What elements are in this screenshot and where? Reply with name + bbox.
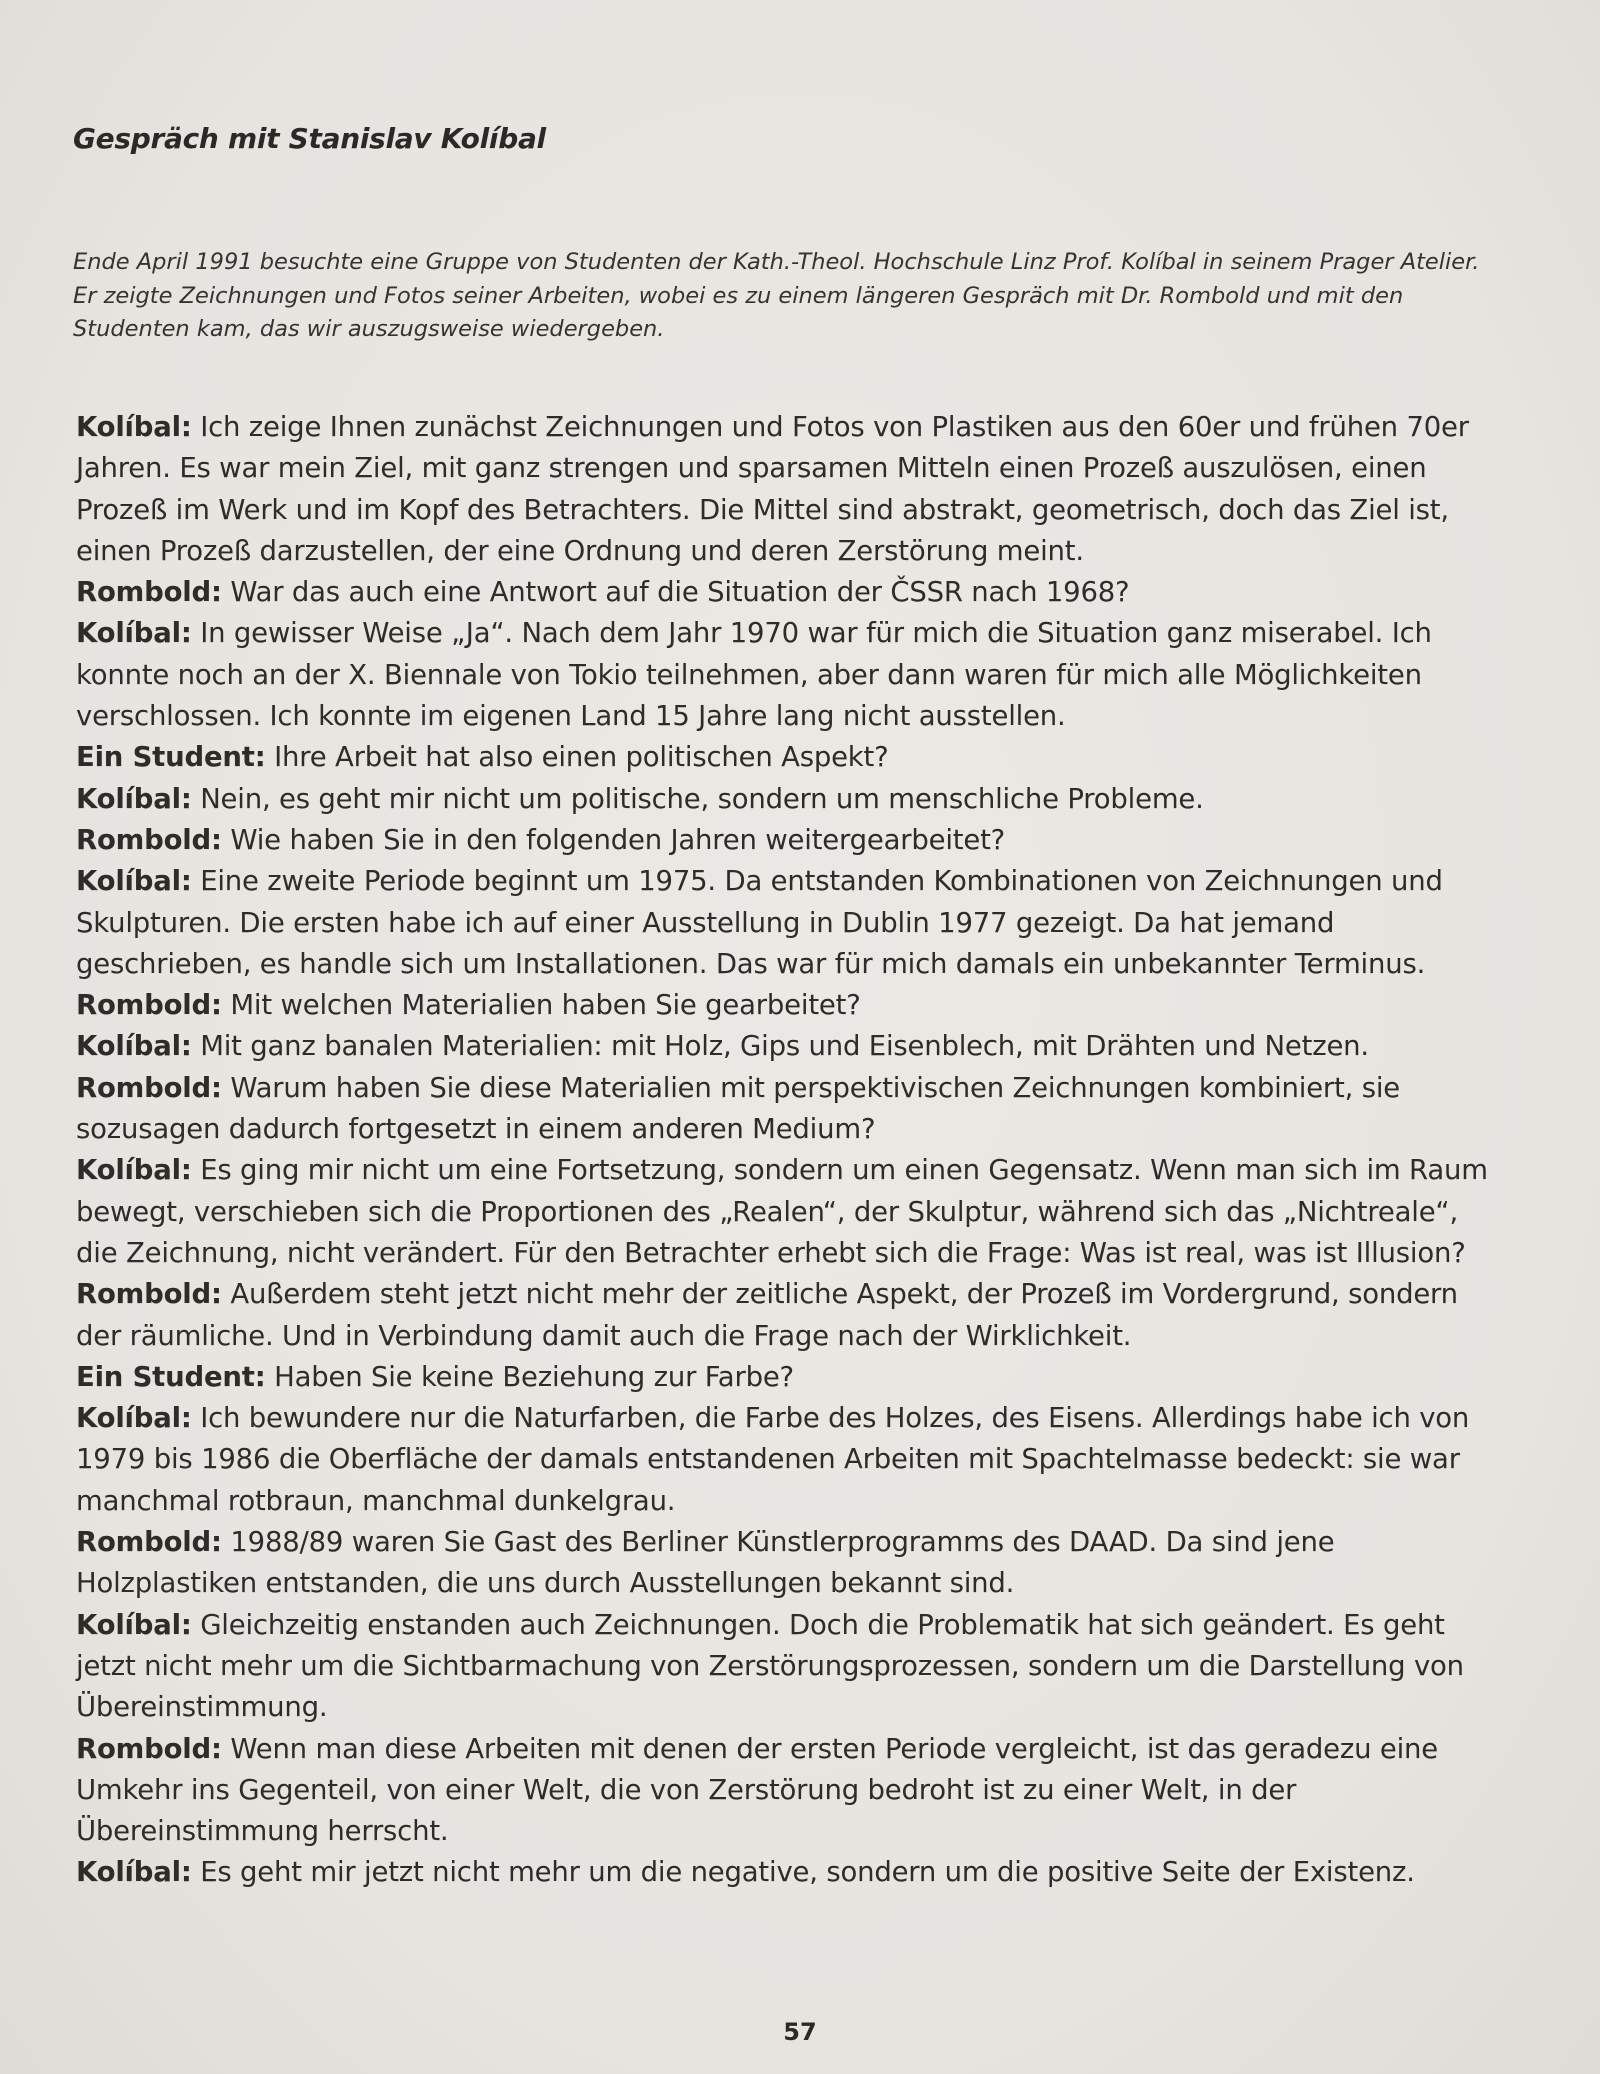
dialogue-turn [76, 1357, 1496, 1398]
dialogue-turn [76, 985, 1496, 1026]
utterance-text: Mit ganz banalen Materialien: mit Holz, Gips und Eisenblech, mit Drähten und Netzen. [200, 1030, 1369, 1063]
article-title: Gespräch mit Stanislav Kolíbal [73, 122, 546, 155]
dialogue-turn [76, 1068, 1496, 1151]
dialogue-turn [76, 1605, 1496, 1729]
utterance-text: Es geht mir jetzt nicht mehr um die negative, sondern um die positive Seite der Existenz. [200, 1856, 1415, 1889]
dialogue-turn [76, 1852, 1496, 1893]
speaker-label: Kolíbal: [76, 865, 192, 898]
speaker-label: Kolíbal: [76, 1154, 192, 1187]
dialogue-turn [76, 613, 1496, 737]
utterance-text: Ihre Arbeit hat also einen politischen Aspekt? [274, 741, 889, 774]
dialogue-turn [76, 820, 1496, 861]
speaker-label: Rombold: [76, 576, 222, 609]
dialogue-turn [76, 861, 1496, 985]
dialogue-turn [76, 1274, 1496, 1357]
dialogue-turn [76, 1729, 1496, 1853]
speaker-label: Kolíbal: [76, 1030, 192, 1063]
utterance-text: Außerdem steht jetzt nicht mehr der zeitliche Aspekt, der Prozeß im Vordergrund, sondern der räumliche. Und in Verbindung damit auch die Frage nach der Wirklichkeit. [76, 1278, 1458, 1352]
speaker-label: Rombold: [76, 1071, 222, 1104]
speaker-label: Kolíbal: [76, 782, 192, 815]
utterance-text: Es ging mir nicht um eine Fortsetzung, sondern um einen Gegensatz. Wenn man sich im Raum bewegt, verschieben sich die Proportionen des „Realen“, der Skulptur, während sich das „Nichtreale“, die Zeichnung, nicht verändert. Für den Betrachter erhebt sich die Frage: Was ist real, was ist Illusion? [76, 1154, 1488, 1269]
speaker-label: Rombold: [76, 823, 222, 856]
speaker-label: Rombold: [76, 989, 222, 1022]
speaker-label: Kolíbal: [76, 1608, 192, 1641]
dialogue-turn [76, 779, 1496, 820]
page-number: 57 [783, 2018, 817, 2046]
utterance-text: War das auch eine Antwort auf die Situation der ČSSR nach 1968? [230, 576, 1130, 609]
utterance-text: Gleichzeitig enstanden auch Zeichnungen. Doch die Problematik hat sich geändert. Es geht jetzt nicht mehr um die Sichtbarmachung von Zerstörungsprozessen, sondern um die Darstellung von Übereinstimmung. [76, 1608, 1464, 1724]
utterance-text: Eine zweite Periode beginnt um 1975. Da entstanden Kombinationen von Zeichnungen und Skulpturen. Die ersten habe ich auf einer Ausstellung in Dublin 1977 gezeigt. Da hat jemand geschrieben, es handle sich um Installationen. Das war für mich damals ein unbekannter Terminus. [76, 865, 1443, 980]
utterance-text: In gewisser Weise „Ja“. Nach dem Jahr 1970 war für mich die Situation ganz miserabel. Ich konnte noch an der X. Biennale von Tokio teilnehmen, aber dann waren für mich alle Möglichkeiten verschlossen. Ich konnte im eigenen Land 15 Jahre lang nicht ausstellen. [76, 617, 1432, 733]
intro-paragraph: Ende April 1991 besuchte eine Gruppe von Studenten der Kath.-Theol. Hochschule Linz Prof. Kolíbal in seinem Prager Atelier. Er zeigte Zeichnungen und Fotos seiner Arbeiten, wobei es zu einem längeren Gespräch mit Dr. Rombold und mit den Studenten kam, das wir auszugsweise wiedergeben. [73, 249, 1480, 342]
dialogue-turn [76, 1398, 1496, 1522]
speaker-label: Rombold: [76, 1732, 222, 1765]
utterance-text: Haben Sie keine Beziehung zur Farbe? [274, 1360, 794, 1393]
utterance-text: Ich zeige Ihnen zunächst Zeichnungen und Fotos von Plastiken aus den 60er und frühen 70er Jahren. Es war mein Ziel, mit ganz strengen und sparsamen Mitteln einen Prozeß auszulösen, einen Prozeß im Werk und im Kopf des Betrachters. Die Mittel sind abstrakt, geometrisch, doch das Ziel ist, einen Prozeß darzustellen, der eine Ordnung und deren Zerstörung meint. [76, 411, 1469, 567]
speaker-label: Kolíbal: [76, 1402, 192, 1435]
dialogue [76, 407, 1496, 1894]
utterance-text: Nein, es geht mir nicht um politische, sondern um menschliche Probleme. [200, 782, 1204, 815]
utterance-text: Wie haben Sie in den folgenden Jahren weitergearbeitet? [230, 823, 1006, 856]
speaker-label: Rombold: [76, 1278, 222, 1311]
dialogue-turn [76, 407, 1496, 572]
speaker-label: Kolíbal: [76, 1856, 192, 1889]
dialogue-turn [76, 1150, 1496, 1274]
dialogue-turn [76, 1522, 1496, 1605]
dialogue-turn [76, 1026, 1496, 1067]
speaker-label: Ein Student: [76, 741, 266, 774]
speaker-label: Rombold: [76, 1526, 222, 1559]
speaker-label: Kolíbal: [76, 617, 192, 650]
utterance-text: 1988/89 waren Sie Gast des Berliner Künstlerprogramms des DAAD. Da sind jene Holzplastiken entstanden, die uns durch Ausstellungen bekannt sind. [76, 1526, 1335, 1600]
utterance-text: Warum haben Sie diese Materialien mit perspektivischen Zeichnungen kombiniert, sie sozusagen dadurch fortgesetzt in einem anderen Medium? [76, 1071, 1400, 1146]
utterance-text: Mit welchen Materialien haben Sie gearbeitet? [230, 989, 861, 1022]
utterance-text: Wenn man diese Arbeiten mit denen der ersten Periode vergleicht, ist das geradezu eine Umkehr ins Gegenteil, von einer Welt, die von Zerstörung bedroht ist zu einer Welt, in der Übereinstimmung herrscht. [76, 1732, 1438, 1848]
speaker-label: Ein Student: [76, 1360, 266, 1393]
utterance-text: Ich bewundere nur die Naturfarben, die Farbe des Holzes, des Eisens. Allerdings habe ich von 1979 bis 1986 die Oberfläche der damals entstandenen Arbeiten mit Spachtelmasse bedeckt: sie war manchmal rotbraun, manchmal dunkelgrau. [76, 1402, 1470, 1517]
dialogue-turn [76, 737, 1496, 778]
dialogue-turn [76, 572, 1496, 613]
speaker-label: Kolíbal: [76, 411, 192, 443]
